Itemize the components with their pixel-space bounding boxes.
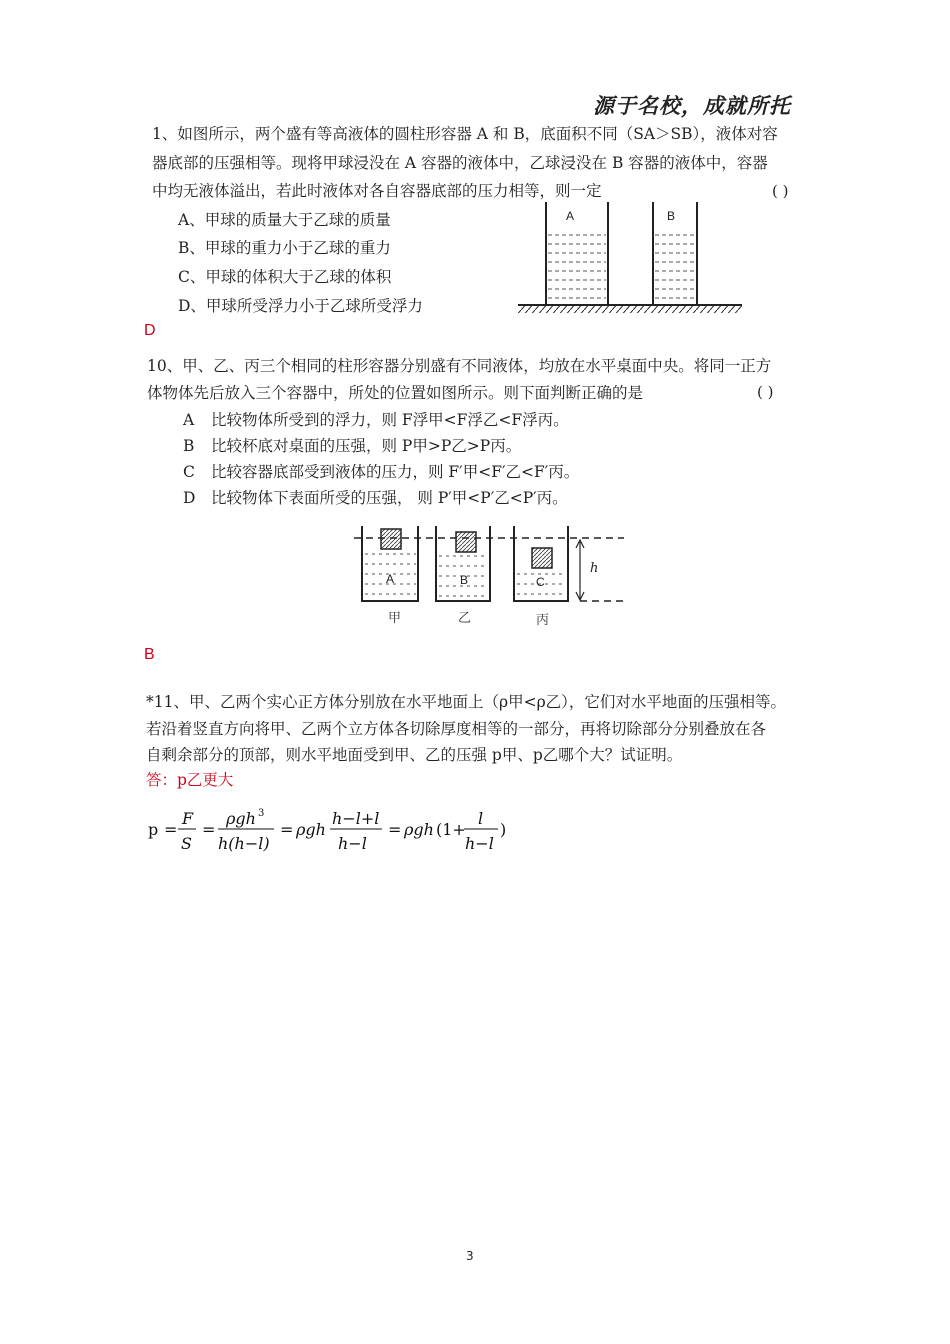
q11-line3: 自剩余部分的顶部，则水平地面受到甲、乙的压强 p甲、p乙哪个大？试证明。 — [146, 746, 683, 764]
svg-text:3: 3 — [258, 808, 265, 819]
q1-answer: D — [144, 322, 156, 339]
q11-formula — [148, 806, 528, 858]
q10-answer: B — [144, 646, 155, 663]
svg-text:h−l: h−l — [338, 834, 367, 853]
header-slogan: 源于名校，成就所托 — [593, 94, 791, 118]
svg-text:=: = — [388, 820, 402, 839]
svg-text:=: = — [164, 820, 178, 839]
q10-option-d: D 比较物体下表面所受的压强， 则 P′甲<P′乙<P′丙。 — [183, 489, 568, 507]
q1-line3: 中均无液体溢出，若此时液体对各自容器底部的压力相等，则一定 — [152, 182, 602, 200]
q1-label-b: B — [667, 209, 676, 223]
q1-line1: 1、如图所示，两个盛有等高液体的圆柱形容器 A 和 B，底面积不同（SA＞SB），液体对容 — [152, 125, 778, 143]
q1-answer-paren: ( ) — [772, 182, 789, 200]
q1-option-c: C、甲球的体积大于乙球的体积 — [178, 268, 392, 286]
svg-text:p: p — [148, 820, 159, 839]
q1-label-a: A — [566, 209, 575, 223]
svg-text:ρgh: ρgh — [296, 820, 326, 839]
q10-option-c: C 比较容器底部受到液体的压力，则 F′甲<F′乙<F′丙。 — [183, 463, 580, 481]
q10-container-b-label: B — [460, 573, 469, 587]
q1-line2: 器底部的压强相等。现将甲球浸没在 A 容器的液体中，乙球浸没在 B 容器的液体中，容器 — [152, 154, 768, 172]
svg-text:h−l+l: h−l+l — [332, 809, 380, 828]
q10-label-jia: 甲 — [388, 611, 402, 626]
q10-answer-paren: ( ) — [757, 383, 774, 401]
q11-line1: *11、甲、乙两个实心正方体分别放在水平地面上（ρ甲<ρ乙），它们对水平地面的压强相等。 — [146, 693, 786, 711]
svg-text:(1+: (1+ — [436, 820, 466, 839]
q1-containers-figure — [514, 198, 746, 318]
q11-line2: 若沿着竖直方向将甲、乙两个立方体各切除厚度相等的一部分，再将切除部分分别叠放在各 — [146, 720, 767, 738]
q10-line1: 10、甲、乙、丙三个相同的柱形容器分别盛有不同液体，均放在水平桌面中央。将同一正方 — [147, 357, 772, 375]
svg-text:h−l: h−l — [465, 834, 494, 853]
svg-text:=: = — [202, 820, 216, 839]
q10-container-c-label: C — [536, 575, 545, 589]
svg-text:ρgh: ρgh — [226, 809, 256, 828]
q10-label-yi: 乙 — [458, 611, 472, 626]
svg-text:=: = — [280, 820, 294, 839]
svg-text:): ) — [500, 820, 507, 839]
svg-text:h(h−l): h(h−l) — [218, 834, 270, 853]
svg-text:F: F — [182, 809, 194, 828]
q10-containers-figure — [354, 520, 624, 632]
q10-line2: 体物体先后放入三个容器中，所处的位置如图所示。则下面判断正确的是 — [147, 384, 644, 402]
q1-option-d: D、甲球所受浮力小于乙球所受浮力 — [178, 297, 423, 315]
svg-text:ρgh: ρgh — [404, 820, 434, 839]
q10-height-label: h — [590, 561, 599, 576]
q10-label-bing: 丙 — [536, 613, 550, 628]
q10-container-a-label: A — [386, 572, 395, 586]
q1-option-a: A、甲球的质量大于乙球的质量 — [178, 211, 391, 229]
page-number: 3 — [466, 1249, 474, 1263]
q10-option-b: B 比较杯底对桌面的压强，则 P甲>P乙>P丙。 — [183, 437, 522, 455]
q10-option-a: A 比较物体所受到的浮力，则 F浮甲<F浮乙<F浮丙。 — [183, 411, 569, 429]
q11-answer: 答：p乙更大 — [146, 771, 234, 789]
svg-text:l: l — [478, 809, 484, 828]
q1-option-b: B、甲球的重力小于乙球的重力 — [178, 239, 391, 257]
svg-text:S: S — [181, 834, 192, 853]
